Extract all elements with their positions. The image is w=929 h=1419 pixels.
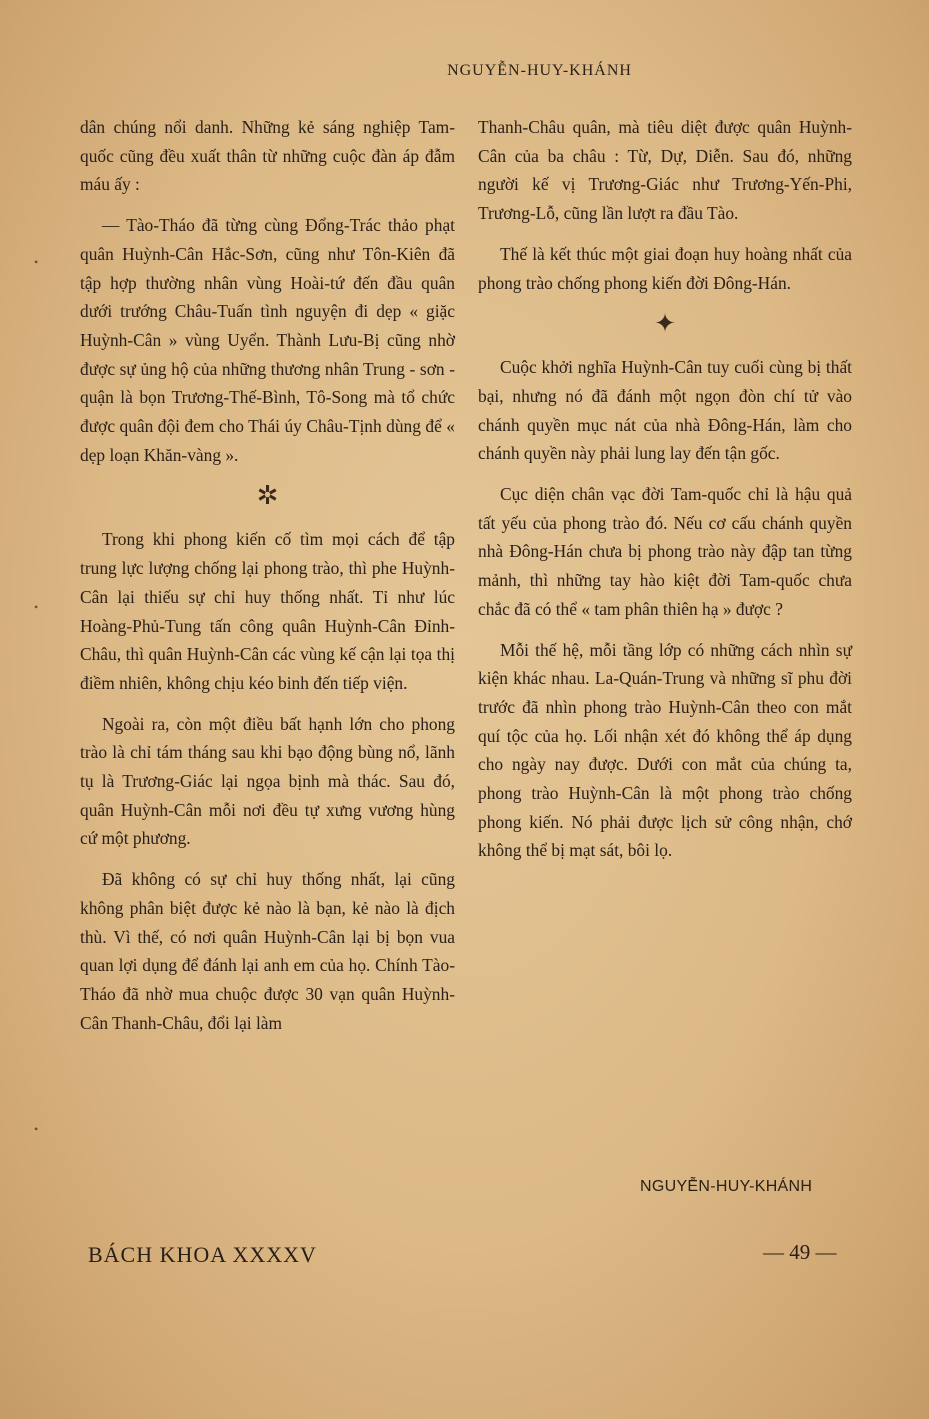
- author-signature: NGUYỄN-HUY-KHÁNH: [640, 1178, 813, 1195]
- left-paragraph-2: — Tào-Tháo đã từng cùng Đổng-Trác thảo phạt quân Huỳnh-Cân Hắc-Sơn, cũng như Tôn-Kiên đã tập hợp thường nhân vùng Hoài-tứ đến đầu quân dưới trướng Châu-Tuấn tình nguyện đi dẹp « giặc Huỳnh-Cân » vùng Uyển. Thành Lưu-Bị cũng nhờ được sự ủng hộ của những thương nhân Trung - sơn - quận là bọn Trương-Thế-Bình, Tô-Song mà tổ chức được quân đội đem cho Thái úy Châu-Tịnh dùng để « dẹp loạn Khăn-vàng ».: [80, 215, 455, 465]
- right-paragraph-1: Thanh-Châu quân, mà tiêu diệt được quân Huỳnh-Cân của ba châu : Từ, Dự, Diễn. Sau đó, những người kế vị Trương-Giác như Trương-Yến-Phi, Trương-Lỗ, cũng lần lượt ra đầu Tào.: [478, 117, 852, 224]
- right-paragraph-3: Cuộc khởi nghĩa Huỳnh-Cân tuy cuối cùng bị thất bại, nhưng nó đã đánh một ngọn đòn chí tử vào chánh quyền mục nát của nhà Đông-Hán, làm cho chánh quyền này phải lung lay đến tận gốc.: [478, 357, 852, 464]
- left-paragraph-4: Ngoài ra, còn một điều bất hạnh lớn cho phong trào là chỉ tám tháng sau khi bạo động bùng nổ, lãnh tụ là Trương-Giác lại ngọa bịnh mà thác. Sau đó, quân Huỳnh-Cân mỗi nơi đều tự xưng vương hùng cứ một phương.: [80, 713, 455, 849]
- right-paragraph-5: Mỗi thế hệ, mỗi tầng lớp có những cách nhìn sự kiện khác nhau. La-Quán-Trung và những sĩ phu đời trước đã nhìn phong trào Huỳnh-Cân theo con mắt quí tộc của họ. Lối nhận xét đó không thể áp dụng cho ngày nay được. Dưới con mắt của chúng ta, phong trào Huỳnh-Cân là một phong trào chống phong kiến. Nó phải được lịch sử công nhận, chớ không thể bị mạt sát, bôi lọ.: [478, 639, 852, 861]
- page-number: — 49 —: [763, 1240, 837, 1264]
- publication-footer: BÁCH KHOA XXXXV: [88, 1242, 317, 1267]
- left-paragraph-1: dân chúng nổi danh. Những kẻ sáng nghiệp Tam-quốc cũng đều xuất thân từ những cuộc đàn áp đẫm máu ấy :: [80, 117, 455, 195]
- right-paragraph-4: Cục diện chân vạc đời Tam-quốc chỉ là hậu quả tất yếu của phong trào đó. Nếu cơ cấu chánh quyền nhà Đông-Hán chưa bị phong trào này đập tan từng mảnh, thì những tay hào kiệt đời Tam-quốc chưa chắc đã có thể « tam phân thiên hạ » được ?: [478, 484, 852, 619]
- right-column: [478, 113, 852, 877]
- section-ornament-icon: ✲: [256, 481, 279, 511]
- section-ornament-icon: ✦: [654, 309, 676, 339]
- running-head: NGUYỄN-HUY-KHÁNH: [447, 62, 632, 79]
- left-column: [80, 113, 455, 1049]
- binding-hole-mark-icon: •: [34, 255, 39, 269]
- binding-hole-mark-icon: •: [34, 600, 39, 614]
- right-paragraph-2: Thế là kết thúc một giai đoạn huy hoàng nhất của phong trào chống phong kiến đời Đông-Hán.: [478, 243, 852, 293]
- left-paragraph-5: Đã không có sự chỉ huy thống nhất, lại cũng không phân biệt được kẻ nào là bạn, kẻ nào là địch thù. Vì thế, có nơi quân Huỳnh-Cân lại bị bọn vua quan lợi dụng để đánh lại anh em của họ. Chính Tào-Tháo đã nhờ mua chuộc được 30 vạn quân Huỳnh-Cân Thanh-Châu, đổi lại làm: [80, 869, 455, 1033]
- binding-hole-mark-icon: •: [34, 1122, 39, 1136]
- left-paragraph-3: Trong khi phong kiến cố tìm mọi cách để tập trung lực lượng chống lại phong trào, thì phe Huỳnh-Cân lại thiếu sự chỉ huy thống nhất. Tỉ như lúc Hoàng-Phủ-Tung tấn công quân Huỳnh-Cân Đỉnh-Châu, thì quân Huỳnh-Cân các vùng kế cận lại tọa thị điềm nhiên, không chịu kéo binh đến tiếp viện.: [80, 529, 455, 693]
